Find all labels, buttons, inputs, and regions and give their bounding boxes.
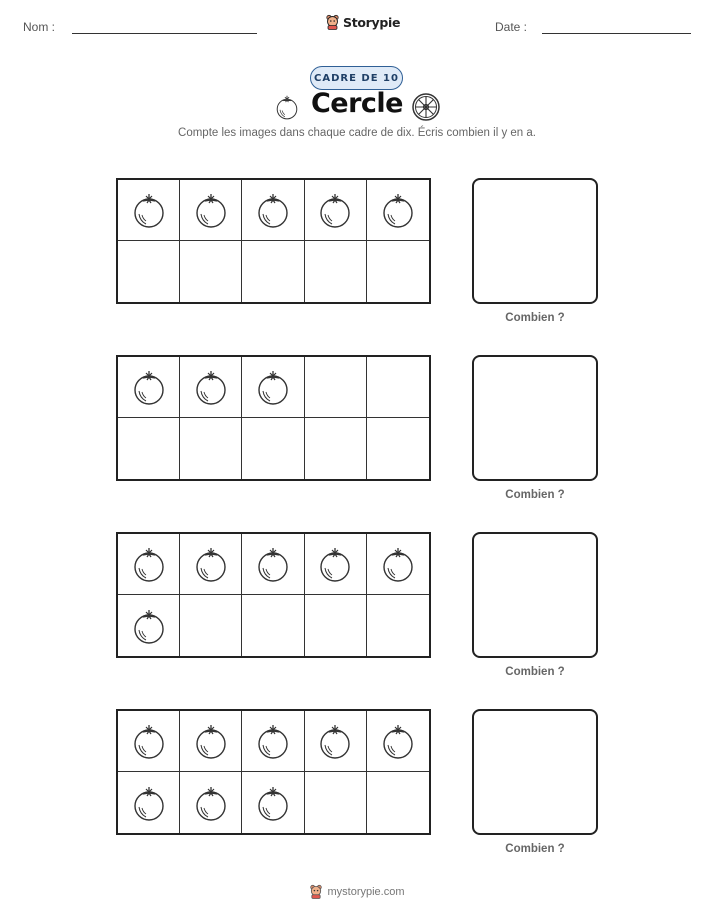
brand-name: Storypie [343, 14, 401, 30]
frame-cell [180, 595, 242, 656]
tomato-icon [253, 190, 293, 230]
answer-box[interactable] [472, 178, 598, 304]
frame-cell [305, 595, 367, 656]
answer-box[interactable] [472, 532, 598, 658]
tomato-icon [378, 721, 418, 761]
tomato-icon [253, 367, 293, 407]
tomato-icon [378, 190, 418, 230]
frame-cell [118, 595, 180, 656]
frame-cell [180, 241, 242, 302]
brand-logo [325, 14, 400, 30]
footer-url: mystorypie.com [327, 885, 405, 898]
answer-box[interactable] [472, 355, 598, 481]
frame-cell [118, 241, 180, 302]
frame-cell [242, 711, 304, 772]
tomato-icon [129, 783, 169, 823]
tomato-icon [191, 367, 231, 407]
tomato-icon [253, 783, 293, 823]
tomato-icon [253, 721, 293, 761]
date-label: Date : [495, 20, 528, 34]
ten-frame [116, 355, 431, 481]
tomato-icon [253, 544, 293, 584]
frame-cell [242, 180, 304, 241]
frame-cell [367, 595, 429, 656]
frame-cell [367, 534, 429, 595]
frame-cell [242, 357, 304, 418]
answer-box[interactable] [472, 709, 598, 835]
frame-cell [180, 711, 242, 772]
tomato-icon [191, 783, 231, 823]
tomato-icon [129, 544, 169, 584]
page-title: Cercle [310, 88, 403, 119]
tomato-icon [129, 367, 169, 407]
mascot-icon [309, 884, 323, 899]
frame-cell [118, 357, 180, 418]
frame-cell [305, 772, 367, 833]
frame-cell [118, 418, 180, 479]
frame-cell [367, 772, 429, 833]
tomato-icon [191, 721, 231, 761]
date-line[interactable] [542, 33, 691, 34]
name-label: Nom : [23, 20, 56, 34]
tomato-icon [129, 190, 169, 230]
frame-cell [242, 241, 304, 302]
tomato-icon [129, 606, 169, 646]
frame-cell [305, 711, 367, 772]
tomato-icon [315, 721, 355, 761]
wheel-icon [411, 92, 441, 122]
frame-cell [242, 534, 304, 595]
mascot-icon [325, 14, 340, 30]
answer-label: Combien ? [505, 843, 565, 855]
footer [0, 884, 714, 899]
frame-cell [180, 534, 242, 595]
frame-cell [242, 595, 304, 656]
ten-frame [116, 178, 431, 304]
answer-label: Combien ? [505, 312, 565, 324]
frame-cell [367, 241, 429, 302]
frame-cell [305, 534, 367, 595]
frame-cell [118, 180, 180, 241]
instructions: Compte les images dans chaque cadre de dix. Écris combien il y en a. [178, 127, 536, 139]
frame-cell [242, 418, 304, 479]
frame-cell [180, 180, 242, 241]
frame-cell [118, 711, 180, 772]
frame-cell [367, 418, 429, 479]
frame-cell [180, 772, 242, 833]
tomato-icon [315, 190, 355, 230]
category-badge: CADRE DE 10 [310, 66, 403, 90]
name-line[interactable] [72, 33, 257, 34]
frame-cell [367, 357, 429, 418]
frame-cell [305, 180, 367, 241]
frame-cell [367, 180, 429, 241]
frame-cell [180, 357, 242, 418]
answer-label: Combien ? [505, 666, 565, 678]
tomato-icon [191, 190, 231, 230]
frame-cell [305, 241, 367, 302]
tomato-icon [315, 544, 355, 584]
tomato-icon [378, 544, 418, 584]
frame-cell [305, 418, 367, 479]
frame-cell [118, 534, 180, 595]
frame-cell [305, 357, 367, 418]
answer-label: Combien ? [505, 489, 565, 501]
frame-cell [118, 772, 180, 833]
frame-cell [180, 418, 242, 479]
frame-cell [242, 772, 304, 833]
frame-cell [367, 711, 429, 772]
ten-frame [116, 709, 431, 835]
tomato-icon [129, 721, 169, 761]
tomato-icon [191, 544, 231, 584]
ten-frame [116, 532, 431, 658]
